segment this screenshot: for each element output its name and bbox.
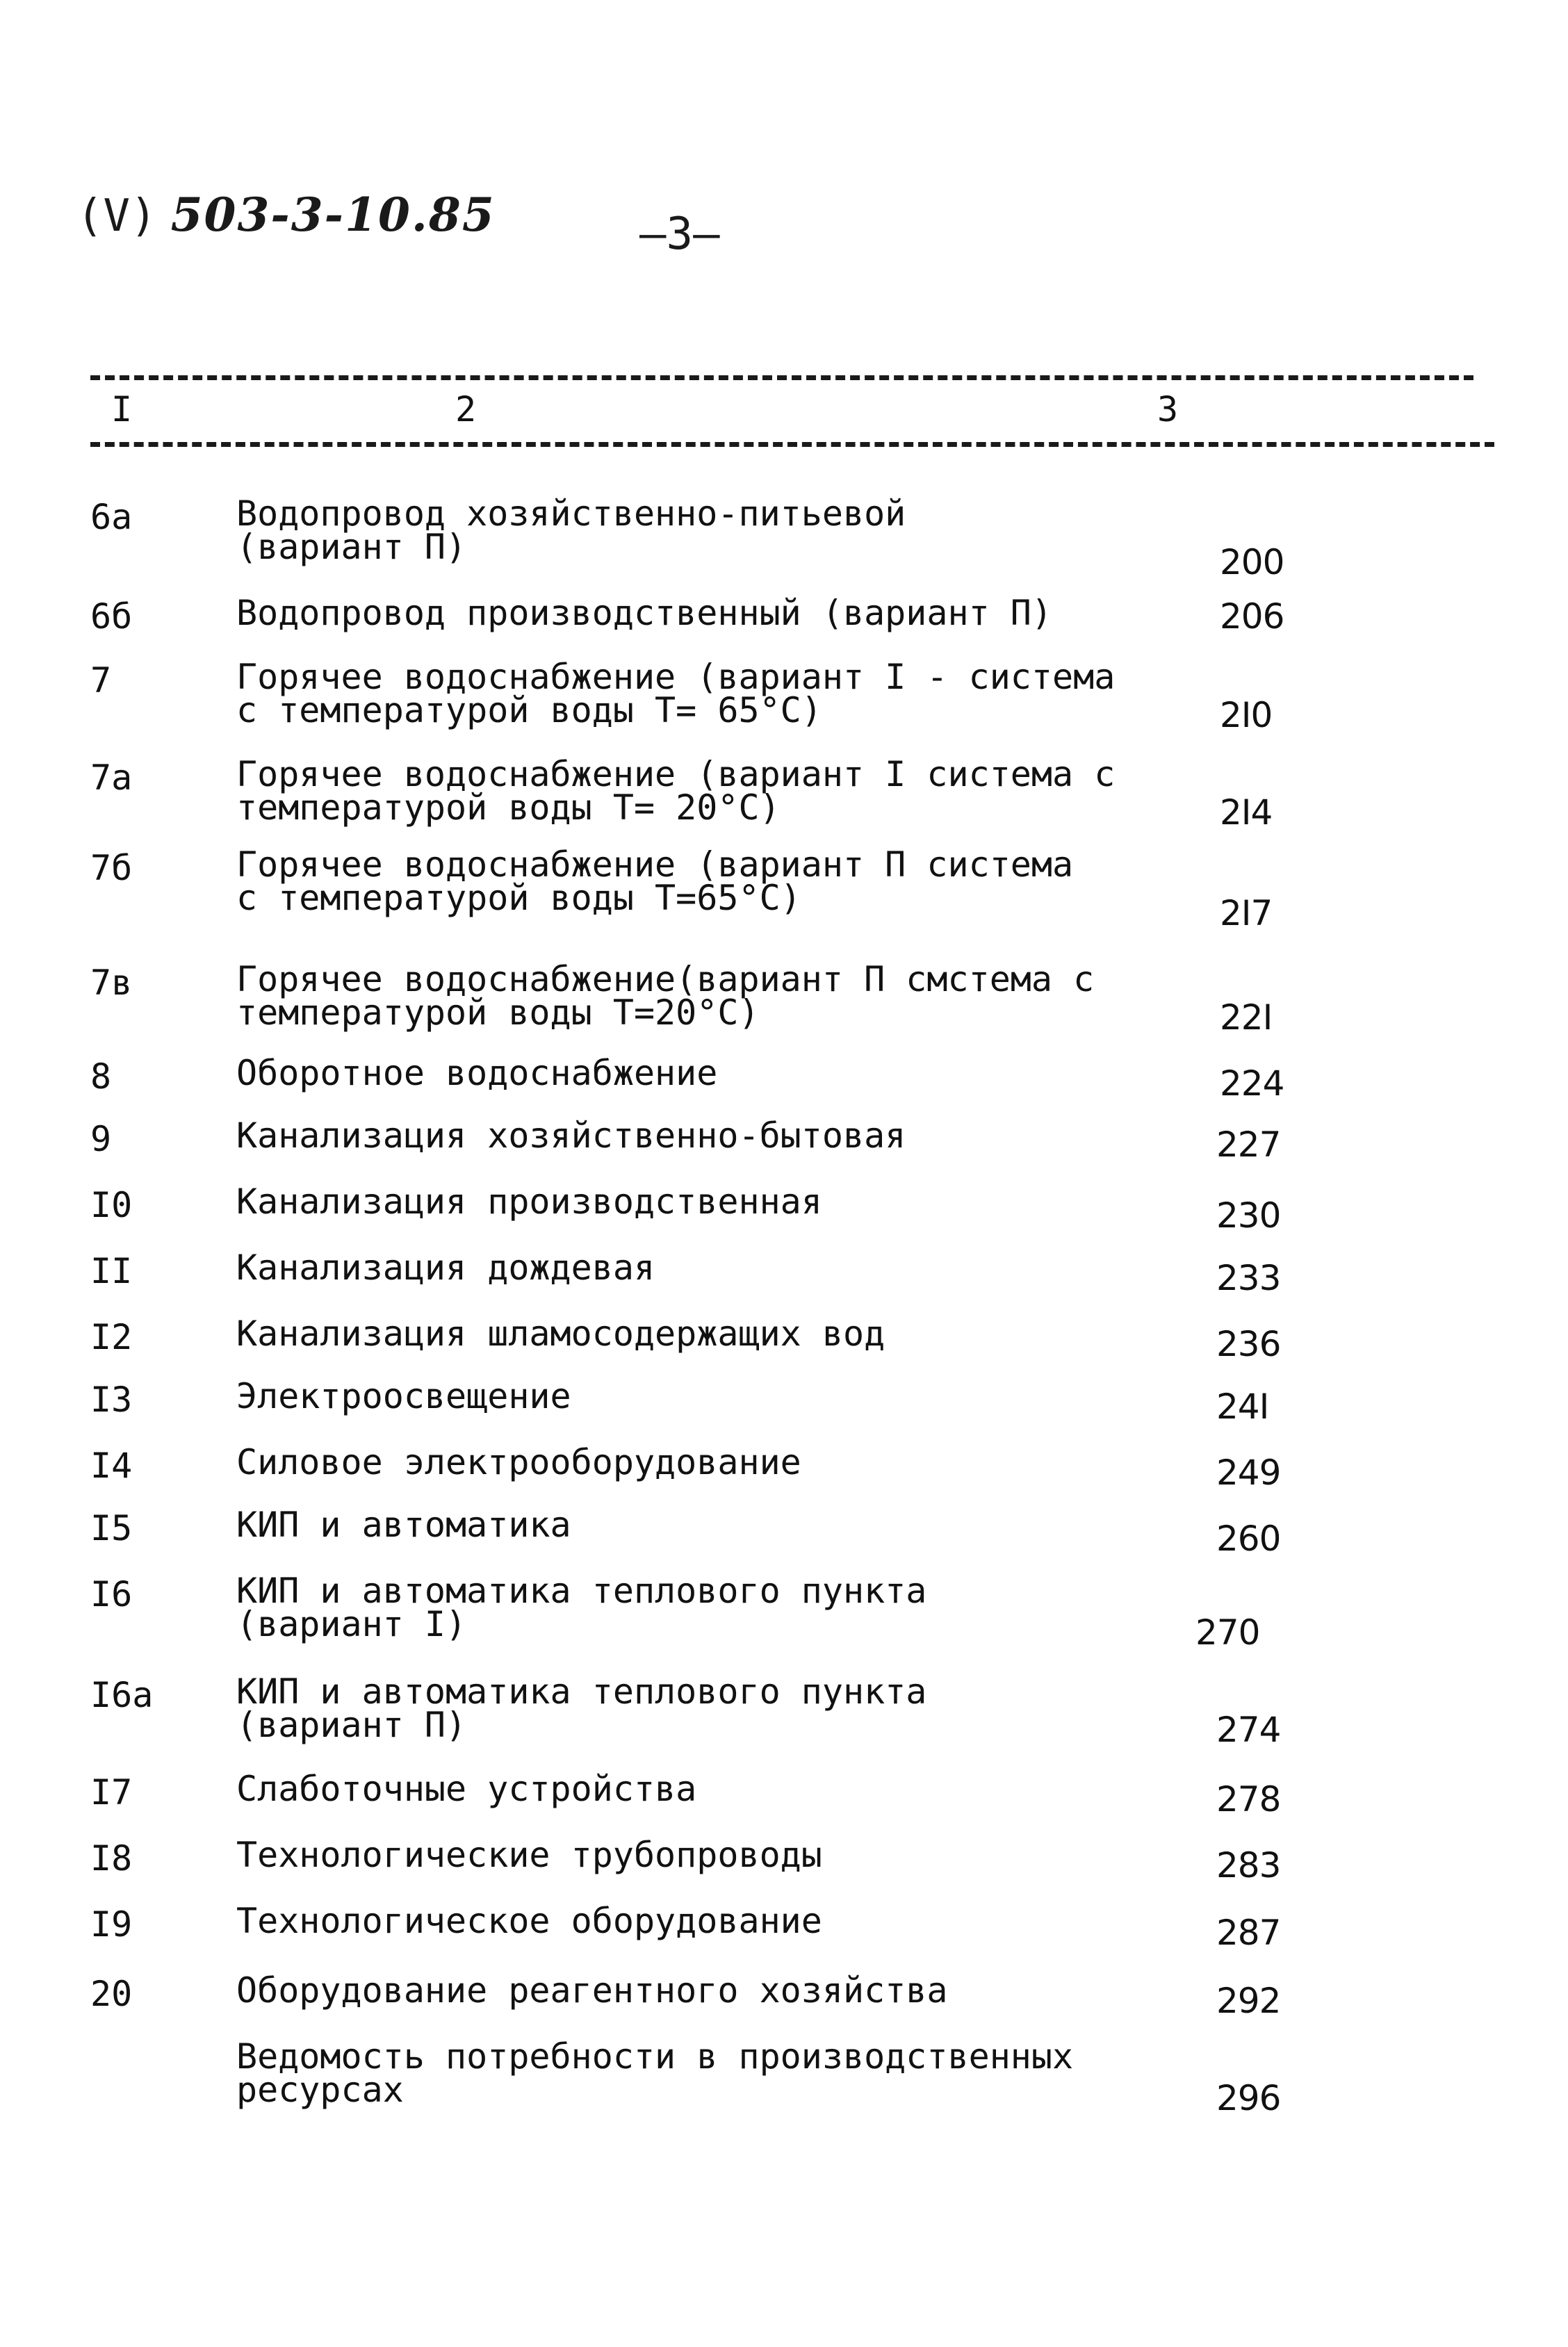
- table-rule-top: [90, 375, 1473, 380]
- row-title: Оборудование реагентного хозяйства: [236, 1970, 948, 2011]
- row-number: 8: [90, 1056, 112, 1097]
- row-page: 227: [1216, 1125, 1281, 1165]
- row-page: 236: [1216, 1324, 1281, 1364]
- row-number: 7: [90, 660, 112, 701]
- row-number: I0: [90, 1185, 133, 1225]
- row-number: I5: [90, 1508, 133, 1548]
- row-page: 2I4: [1220, 792, 1273, 833]
- page-number: —3—: [639, 208, 720, 260]
- row-title: КИП и автоматика теплового пункта (вариант П): [236, 1671, 927, 1745]
- row-title: КИП и автоматика теплового пункта (вариант I): [236, 1571, 927, 1644]
- row-page: 2I7: [1220, 893, 1273, 933]
- row-page: 287: [1216, 1913, 1281, 1953]
- column-header-3: 3: [1157, 389, 1179, 430]
- row-number: 9: [90, 1119, 112, 1159]
- row-number: 20: [90, 1974, 133, 2014]
- row-number: I3: [90, 1380, 133, 1420]
- row-title: Канализация хозяйственно-бытовая: [236, 1115, 906, 1156]
- row-title: Канализация производственная: [236, 1181, 822, 1222]
- row-number: I7: [90, 1772, 133, 1813]
- row-page: 260: [1216, 1519, 1281, 1559]
- row-number: 7а: [90, 758, 133, 798]
- series-header: [76, 188, 496, 242]
- row-page: 24I: [1216, 1387, 1269, 1427]
- table-rule-bottom: [90, 442, 1494, 447]
- row-page: 200: [1220, 542, 1284, 582]
- row-title: Водопровод хозяйственно-питьевой (вариант П): [236, 493, 906, 567]
- row-number: 6а: [90, 497, 133, 537]
- row-number: I8: [90, 1838, 133, 1879]
- row-number: 7б: [90, 848, 133, 888]
- row-title: Силовое электрооборудование: [236, 1442, 801, 1482]
- row-page: 296: [1216, 2078, 1281, 2118]
- row-number: I2: [90, 1317, 133, 1357]
- row-title: Горячее водоснабжение(вариант П смстема с температурой воды Т=20°С): [236, 959, 1095, 1033]
- row-number: II: [90, 1251, 133, 1291]
- row-title: Слаботочные устройства: [236, 1769, 697, 1809]
- row-page: 22I: [1220, 997, 1273, 1038]
- row-title: Оборотное водоснабжение: [236, 1053, 718, 1093]
- row-page: 292: [1216, 1981, 1281, 2021]
- row-number: I6а: [90, 1675, 154, 1715]
- row-number: I4: [90, 1446, 133, 1486]
- column-header-1: I: [111, 389, 133, 430]
- row-number: 7в: [90, 963, 133, 1003]
- row-page: 224: [1220, 1063, 1284, 1104]
- row-title: Канализация дождевая: [236, 1248, 655, 1288]
- row-title: Горячее водоснабжение (вариант П система с температурой воды Т=65°С): [236, 844, 1074, 918]
- row-page: 233: [1216, 1258, 1281, 1298]
- row-title: Электроосвещение: [236, 1376, 571, 1416]
- column-header-2: 2: [455, 389, 477, 430]
- row-title: Горячее водоснабжение (вариант I - система с температурой воды Т= 65°С): [236, 657, 1116, 730]
- row-title: Технологическое оборудование: [236, 1901, 822, 1941]
- series-code: 503-3-10.85: [170, 188, 496, 242]
- row-page: 230: [1216, 1195, 1281, 1236]
- row-number: I6: [90, 1574, 133, 1614]
- row-title: Водопровод производственный (вариант П): [236, 593, 1052, 633]
- row-page: 278: [1216, 1779, 1281, 1819]
- row-number: I9: [90, 1904, 133, 1945]
- row-page: 206: [1220, 596, 1284, 637]
- row-page: 2I0: [1220, 695, 1273, 735]
- row-title: Горячее водоснабжение (вариант I система с температурой воды Т= 20°С): [236, 754, 1116, 828]
- row-title: Ведомость потребности в производственных ресурсах: [236, 2036, 1074, 2110]
- row-number: 6б: [90, 596, 133, 637]
- row-title: Канализация шламосодержащих вод: [236, 1314, 885, 1354]
- row-page: 270: [1195, 1612, 1260, 1653]
- row-page: 283: [1216, 1845, 1281, 1886]
- row-title: Технологические трубопроводы: [236, 1835, 822, 1875]
- series-prefix: (V): [76, 190, 157, 242]
- row-page: 249: [1216, 1453, 1281, 1493]
- row-title: КИП и автоматика: [236, 1505, 571, 1545]
- row-page: 274: [1216, 1710, 1281, 1750]
